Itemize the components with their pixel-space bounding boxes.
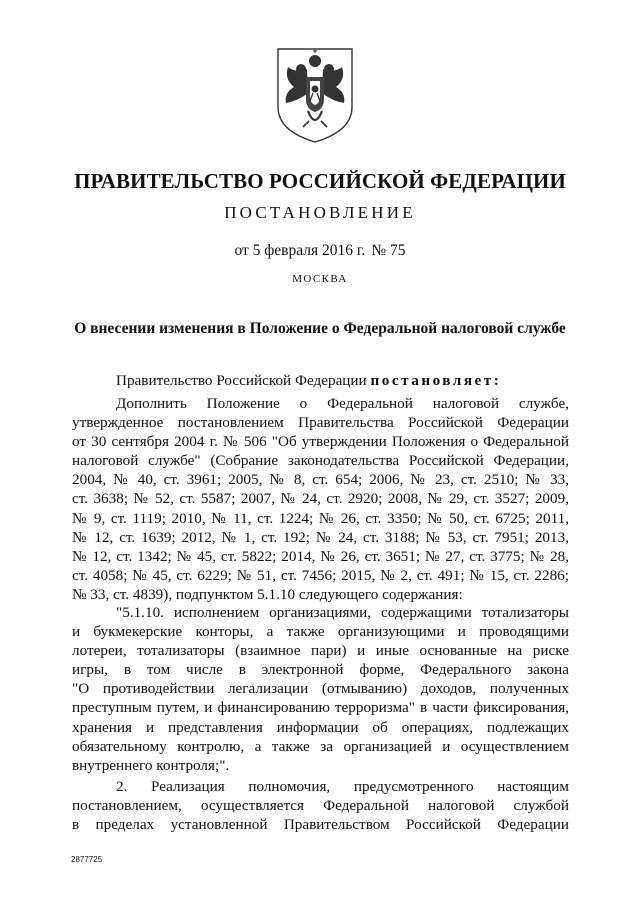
document-date-line — [0, 242, 640, 260]
text-line: 2. Реализация полномочия, предусмотренного настоящим — [116, 778, 569, 795]
intro-line — [72, 371, 569, 390]
text-line: № 9, ст. 1119; 2010, № 11, ст. 1224; № 26, ст. 3350; № 50, ст. 6725; 2011, — [72, 509, 569, 527]
paragraph-3 — [72, 777, 569, 834]
text-line: "5.1.10. исполнением организациями, содержащими тотализаторы — [116, 604, 569, 621]
text-line: хранения и представления информации об операциях, подлежащих — [72, 718, 569, 736]
text-line: внутреннего контроля;". — [72, 756, 230, 774]
document-code: 2877725 — [71, 855, 103, 864]
state-emblem-icon — [270, 45, 360, 145]
text-line: Дополнить Положение о Федеральной налоговой службе, — [116, 395, 569, 412]
text-line: лотереи, тотализаторы (взаимное пари) и иные основанные на риске — [72, 642, 569, 660]
text-line: ст. 3638; № 52, ст. 5587; 2007, № 24, ст. 2920; 2008, № 29, ст. 3527; 2009, — [72, 490, 569, 508]
text-line: "О противодействии легализации (отмыванию) доходов, полученных — [72, 680, 569, 698]
text-line: налоговой службе" (Собрание законодательства Российской Федерации, — [72, 452, 569, 470]
document-number: № 75 — [371, 242, 406, 259]
text-line: обязательному контролю, а также за организацией и осуществлением — [72, 737, 569, 755]
intro-paragraph — [72, 371, 569, 390]
text-line: игры, в том числе в электронной форме, Федерального закона — [72, 661, 569, 679]
text-line: от 30 сентября 2004 г. № 506 "Об утверждении Положения о Федеральной — [72, 433, 569, 451]
text-line: ст. 4058; № 45, ст. 6229; № 51, ст. 7456; 2015, № 2, ст. 491; № 15, ст. 2286; — [72, 566, 569, 584]
text-line: постановлением, осуществляется Федеральной налоговой службой — [72, 797, 569, 815]
document-city: МОСКВА — [292, 273, 348, 285]
intro-action: постановляет: — [370, 372, 502, 389]
paragraph-1 — [72, 394, 569, 604]
text-line: преступным путем, и финансированию терроризма" в части фиксирования, — [72, 699, 569, 717]
paragraph-2 — [72, 603, 569, 775]
document-subject: О внесении изменения в Положение о Федеральной налоговой службе — [74, 320, 566, 337]
document-date: от 5 февраля 2016 г. — [234, 242, 366, 259]
text-line: № 12, ст. 1639; 2012, № 1, ст. 192; № 24, ст. 3188; № 53, ст. 7951; 2013, — [72, 528, 569, 546]
document-type: ПОСТАНОВЛЕНИЕ — [224, 203, 416, 222]
text-line: утвержденное постановлением Правительства Российской Федерации — [72, 414, 569, 432]
text-line: 2004, № 40, ст. 3961; 2005, № 8, ст. 654; 2006, № 23, ст. 2510; № 33, — [72, 471, 569, 489]
text-line: № 12, ст. 1342; № 45, ст. 5822; 2014, № 26, ст. 3651; № 27, ст. 3775; № 28, — [72, 547, 569, 565]
text-line: и букмекерские конторы, а также организующими и проводящими — [72, 623, 569, 641]
text-line: в пределах установленной Правительством Российской Федерации — [72, 816, 569, 834]
government-title: ПРАВИТЕЛЬСТВО РОССИЙСКОЙ ФЕДЕРАЦИИ — [74, 169, 566, 193]
intro-prefix: Правительство Российской Федерации — [116, 372, 367, 389]
text-line: № 33, ст. 4839), подпунктом 5.1.10 следующего содержания: — [72, 585, 463, 603]
